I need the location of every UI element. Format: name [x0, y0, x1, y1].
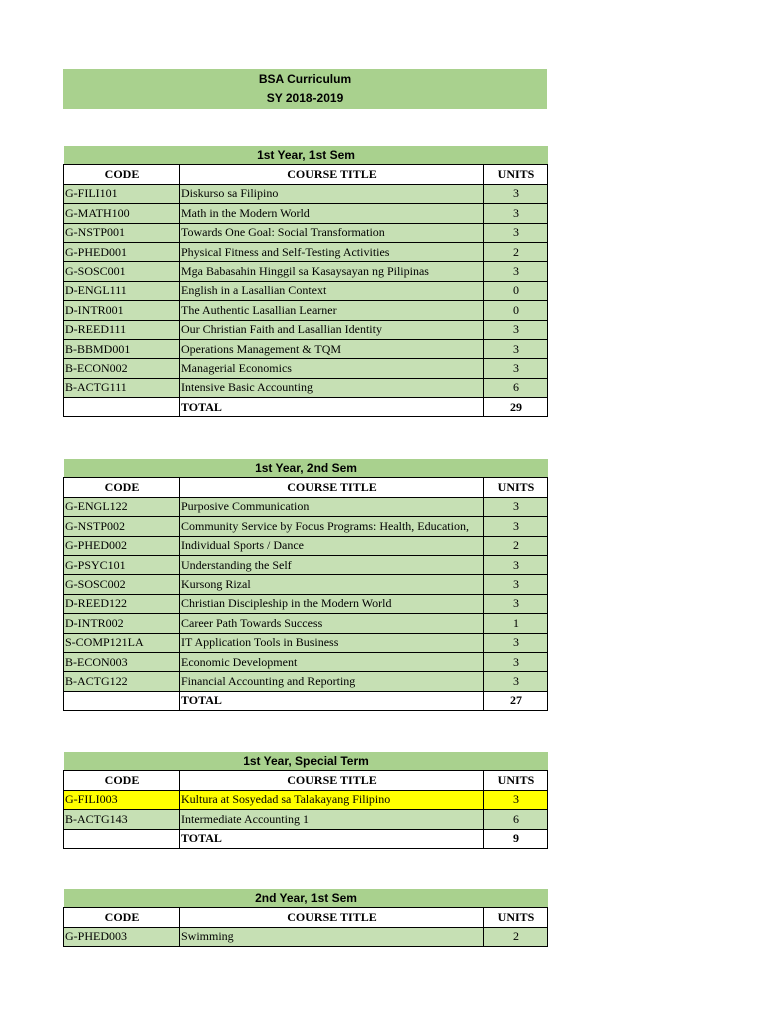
- course-code: G-NSTP001: [64, 223, 180, 242]
- course-row: [64, 262, 548, 281]
- course-row: [64, 555, 548, 574]
- course-code: B-ECON003: [64, 652, 180, 671]
- code-header: CODE: [64, 908, 180, 927]
- course-row: [64, 575, 548, 594]
- column-header-row: [64, 478, 548, 497]
- course-units: 6: [484, 810, 548, 829]
- column-header-row: [64, 908, 548, 927]
- course-units: 1: [484, 614, 548, 633]
- course-title: Physical Fitness and Self-Testing Activities: [180, 242, 484, 261]
- course-units: 3: [484, 517, 548, 536]
- course-code: B-ACTG143: [64, 810, 180, 829]
- course-row: [64, 204, 548, 223]
- course-title: Operations Management & TQM: [180, 339, 484, 358]
- course-code: B-ACTG111: [64, 378, 180, 397]
- total-label: TOTAL: [180, 829, 484, 848]
- course-code: G-ENGL122: [64, 497, 180, 516]
- course-row: [64, 594, 548, 613]
- total-row: [64, 829, 548, 848]
- total-row: [64, 691, 548, 710]
- course-title-header: COURSE TITLE: [180, 908, 484, 927]
- course-title: Intensive Basic Accounting: [180, 378, 484, 397]
- semester-title: 2nd Year, 1st Sem: [64, 889, 548, 908]
- course-title: Math in the Modern World: [180, 204, 484, 223]
- course-units: 3: [484, 672, 548, 691]
- course-title: Individual Sports / Dance: [180, 536, 484, 555]
- total-units: 9: [484, 829, 548, 848]
- course-row: [64, 223, 548, 242]
- course-code: D-INTR002: [64, 614, 180, 633]
- column-header-row: [64, 771, 548, 790]
- total-spacer: [64, 829, 180, 848]
- curriculum-title-box: [63, 69, 547, 109]
- course-row: [64, 497, 548, 516]
- course-title: Mga Babasahin Hinggil sa Kasaysayan ng Pilipinas: [180, 262, 484, 281]
- units-header: UNITS: [484, 771, 548, 790]
- course-title: Intermediate Accounting 1: [180, 810, 484, 829]
- course-code: B-BBMD001: [64, 339, 180, 358]
- course-units: 3: [484, 497, 548, 516]
- course-code: G-PHED001: [64, 242, 180, 261]
- course-code: S-COMP121LA: [64, 633, 180, 652]
- course-title: Christian Discipleship in the Modern World: [180, 594, 484, 613]
- course-units: 3: [484, 633, 548, 652]
- total-label: TOTAL: [180, 691, 484, 710]
- course-units: 3: [484, 339, 548, 358]
- total-label: TOTAL: [180, 398, 484, 417]
- course-title: Kursong Rizal: [180, 575, 484, 594]
- course-code: D-ENGL111: [64, 281, 180, 300]
- course-row: [64, 652, 548, 671]
- curriculum-title: BSA Curriculum: [258, 72, 352, 86]
- course-title: IT Application Tools in Business: [180, 633, 484, 652]
- course-units: 3: [484, 594, 548, 613]
- course-row: [64, 281, 548, 300]
- units-header: UNITS: [484, 908, 548, 927]
- course-units: 3: [484, 575, 548, 594]
- course-title: Economic Development: [180, 652, 484, 671]
- code-header: CODE: [64, 478, 180, 497]
- course-units: 3: [484, 790, 548, 809]
- course-title: Swimming: [180, 927, 484, 946]
- semester-title: 1st Year, 2nd Sem: [64, 459, 548, 478]
- course-title: Financial Accounting and Reporting: [180, 672, 484, 691]
- course-row: [64, 927, 548, 946]
- course-code: B-ACTG122: [64, 672, 180, 691]
- course-code: G-PHED003: [64, 927, 180, 946]
- units-header: UNITS: [484, 478, 548, 497]
- course-row: [64, 614, 548, 633]
- course-title: Purposive Communication: [180, 497, 484, 516]
- course-row: [64, 536, 548, 555]
- course-code: G-SOSC001: [64, 262, 180, 281]
- semester-table: [63, 146, 548, 417]
- course-code: D-INTR001: [64, 301, 180, 320]
- course-title: Kultura at Sosyedad sa Talakayang Filipino: [180, 790, 484, 809]
- course-units: 3: [484, 320, 548, 339]
- units-header: UNITS: [484, 165, 548, 184]
- course-units: 3: [484, 555, 548, 574]
- code-header: CODE: [64, 165, 180, 184]
- total-units: 27: [484, 691, 548, 710]
- course-title: Our Christian Faith and Lasallian Identity: [180, 320, 484, 339]
- course-code: D-REED111: [64, 320, 180, 339]
- total-units: 29: [484, 398, 548, 417]
- course-title: Diskurso sa Filipino: [180, 184, 484, 203]
- course-code: D-REED122: [64, 594, 180, 613]
- course-row: [64, 242, 548, 261]
- course-units: 2: [484, 536, 548, 555]
- course-code: G-NSTP002: [64, 517, 180, 536]
- course-title: Career Path Towards Success: [180, 614, 484, 633]
- course-code: G-SOSC002: [64, 575, 180, 594]
- semester-title: 1st Year, 1st Sem: [64, 146, 548, 165]
- course-row: [64, 184, 548, 203]
- course-row: [64, 517, 548, 536]
- semester-table: [63, 752, 548, 849]
- semester-table: [63, 459, 548, 711]
- course-row: [64, 320, 548, 339]
- course-units: 2: [484, 927, 548, 946]
- course-code: G-PHED002: [64, 536, 180, 555]
- school-year: SY 2018-2019: [266, 91, 344, 105]
- course-units: 3: [484, 184, 548, 203]
- course-row: [64, 378, 548, 397]
- code-header: CODE: [64, 771, 180, 790]
- course-row: [64, 339, 548, 358]
- course-row: [64, 672, 548, 691]
- course-units: 6: [484, 378, 548, 397]
- course-title: Understanding the Self: [180, 555, 484, 574]
- course-title: English in a Lasallian Context: [180, 281, 484, 300]
- course-title-header: COURSE TITLE: [180, 771, 484, 790]
- course-units: 0: [484, 301, 548, 320]
- course-units: 2: [484, 242, 548, 261]
- course-title: Managerial Economics: [180, 359, 484, 378]
- column-header-row: [64, 165, 548, 184]
- semester-title: 1st Year, Special Term: [64, 752, 548, 771]
- course-title: The Authentic Lasallian Learner: [180, 301, 484, 320]
- course-row: [64, 633, 548, 652]
- course-row: [64, 301, 548, 320]
- total-spacer: [64, 398, 180, 417]
- course-units: 3: [484, 262, 548, 281]
- course-units: 3: [484, 652, 548, 671]
- course-code: G-PSYC101: [64, 555, 180, 574]
- course-units: 3: [484, 359, 548, 378]
- total-spacer: [64, 691, 180, 710]
- course-row: [64, 359, 548, 378]
- course-title: Community Service by Focus Programs: Health, Education,: [180, 517, 484, 536]
- total-row: [64, 398, 548, 417]
- course-code: G-FILI101: [64, 184, 180, 203]
- semester-table: [63, 889, 548, 947]
- course-units: 0: [484, 281, 548, 300]
- course-code: G-MATH100: [64, 204, 180, 223]
- course-title-header: COURSE TITLE: [180, 478, 484, 497]
- course-title-header: COURSE TITLE: [180, 165, 484, 184]
- course-row: [64, 790, 548, 809]
- course-units: 3: [484, 204, 548, 223]
- course-title: Towards One Goal: Social Transformation: [180, 223, 484, 242]
- course-code: G-FILI003: [64, 790, 180, 809]
- course-row: [64, 810, 548, 829]
- course-code: B-ECON002: [64, 359, 180, 378]
- course-units: 3: [484, 223, 548, 242]
